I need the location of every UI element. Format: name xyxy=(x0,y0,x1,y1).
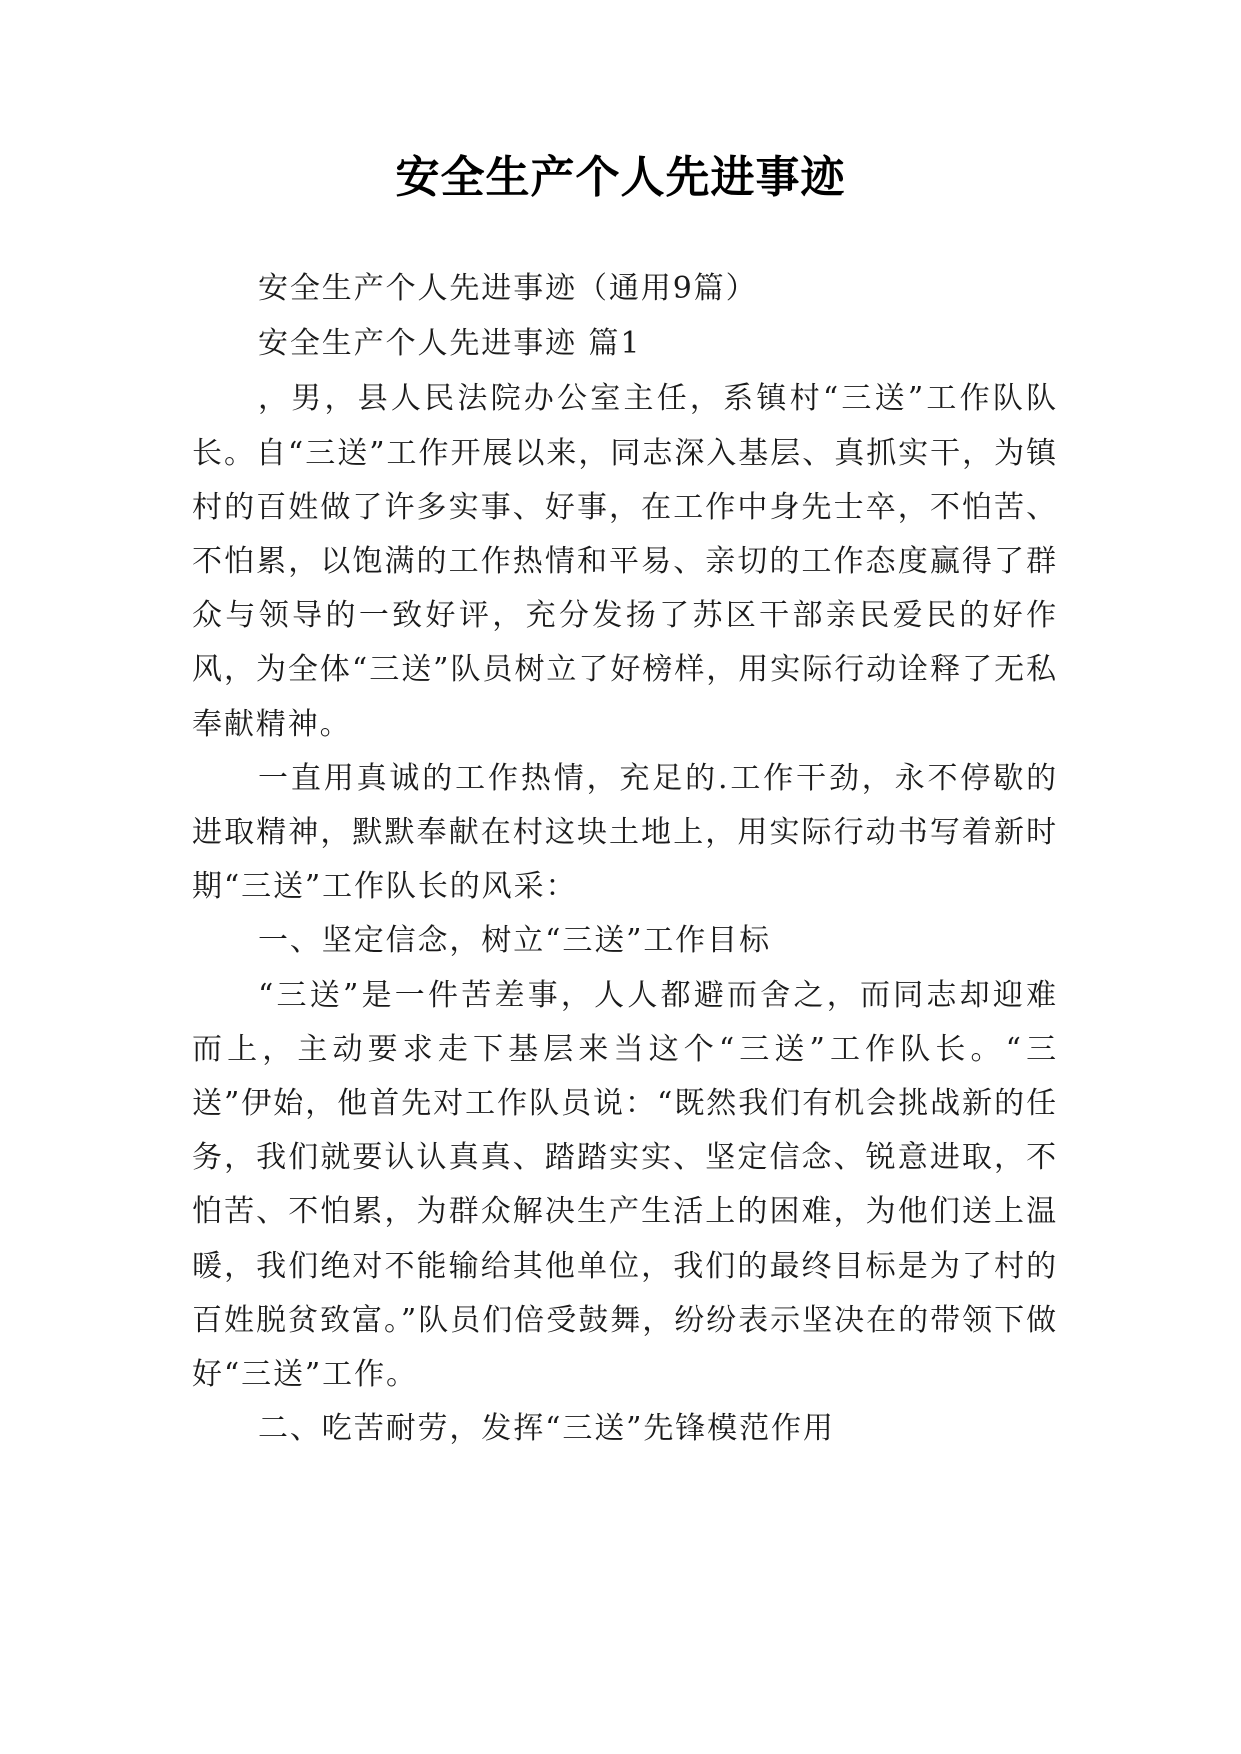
document-title: 安全生产个人先进事迹 xyxy=(395,152,846,203)
document-body xyxy=(192,262,1058,1456)
section-heading: 安全生产个人先进事迹 篇1 xyxy=(258,326,642,362)
document-subtitle: 安全生产个人先进事迹（通用9篇） xyxy=(258,271,758,306)
subsection-heading: 二、吃苦耐劳，发挥“三送”先锋模范作用 xyxy=(258,1411,835,1447)
subsection-heading: 一、坚定信念，树立“三送”工作目标 xyxy=(258,923,771,959)
body-paragraph: “三送”是一件苦差事，人人都避而舍之，而同志却迎难而上，主动要求走下基层来当这个“三送”工作队长。“三送”伊始，他首先对工作队员说：“既然我们有机会挑战新的任务，我们就要认认真真、踏踏实实、坚定信念、锐意进取，不怕苦、不怕累，为群众解决生产生活上的困难，为他们送上温暖，我们绝对不能输给其他单位，我们的最终目标是为了村的百姓脱贫致富。”队员们倍受鼓舞，纷纷表示坚决在的带领下做好“三送”工作。 xyxy=(192,977,1058,1393)
body-paragraph: ，男，县人民法院办公室主任，系镇村“三送”工作队队长。自“三送”工作开展以来，同志深入基层、真抓实干，为镇村的百姓做了许多实事、好事，在工作中身先士卒，不怕苦、不怕累，以饱满的工作热情和平易、亲切的工作态度赢得了群众与领导的一致好评，充分发扬了苏区干部亲民爱民的好作风，为全体“三送”队员树立了好榜样，用实际行动诠释了无私奉献精神。 xyxy=(192,381,1058,742)
body-paragraph: 一直用真诚的工作热情，充足的.工作干劲，永不停歇的进取精神，默默奉献在村这块土地上，用实际行动书写着新时期“三送”工作队长的风采： xyxy=(192,760,1058,905)
